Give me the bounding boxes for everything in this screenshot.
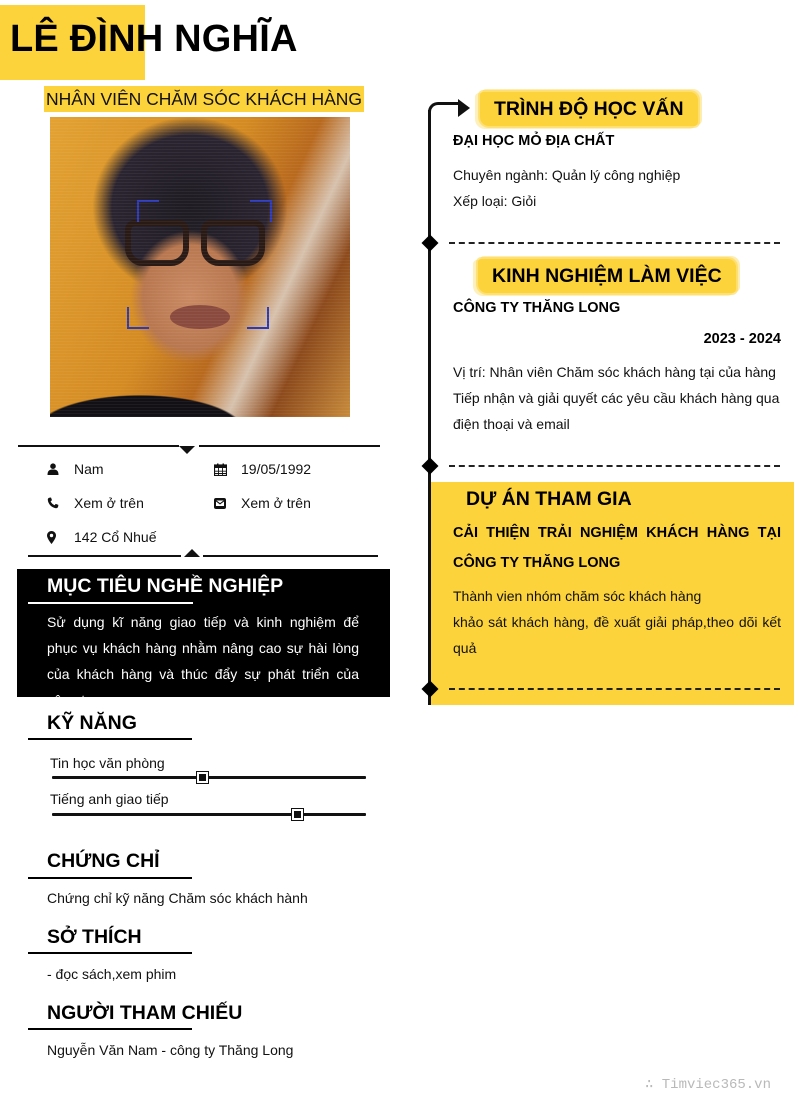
projects-title: DỰ ÁN THAM GIA bbox=[466, 488, 632, 510]
watermark: ∴ Timviec365.vn bbox=[644, 1077, 771, 1093]
gender-value: Nam bbox=[74, 461, 104, 477]
objective-title: MỤC TIÊU NGHỀ NGHIỆP bbox=[47, 575, 284, 597]
experience-period: 2023 - 2024 bbox=[703, 331, 781, 347]
skill-bar-track bbox=[52, 776, 366, 779]
hobbies-body: - đọc sách,xem phim bbox=[47, 966, 177, 982]
phone-icon bbox=[47, 497, 73, 509]
photo-scanlines bbox=[50, 117, 350, 417]
triangle-down-icon bbox=[179, 446, 195, 454]
map-marker-icon bbox=[47, 531, 73, 544]
info-divider-bottom-right bbox=[203, 555, 378, 557]
info-divider-top-right bbox=[199, 445, 380, 447]
education-title: TRÌNH ĐỘ HỌC VẤN bbox=[480, 92, 698, 126]
timeline-top-bend bbox=[428, 102, 462, 116]
calendar-icon bbox=[214, 463, 240, 476]
experience-line: Vị trí: Nhân viên Chăm sóc khách hàng tại của hàng bbox=[453, 364, 776, 380]
hobbies-title: SỞ THÍCH bbox=[47, 926, 142, 948]
address-value: 142 Cổ Nhuế bbox=[74, 529, 157, 545]
references-title: NGƯỜI THAM CHIẾU bbox=[47, 1002, 243, 1024]
info-divider-bottom-left bbox=[28, 555, 181, 557]
objective-underline bbox=[28, 602, 193, 604]
career-objective-section bbox=[17, 569, 390, 708]
certificates-underline bbox=[28, 877, 192, 879]
skill-level-marker[interactable] bbox=[197, 772, 208, 783]
phone-value[interactable]: Xem ở trên bbox=[74, 495, 144, 511]
email-value[interactable]: Xem ở trên bbox=[241, 495, 311, 511]
skill-label: Tin học văn phòng bbox=[50, 755, 165, 771]
section-dashed-divider bbox=[449, 688, 780, 690]
project-description bbox=[453, 583, 781, 661]
contact-birthday bbox=[214, 461, 311, 477]
timeline-line bbox=[428, 110, 431, 705]
contact-email bbox=[214, 495, 311, 511]
timeline-diamond-icon bbox=[422, 235, 439, 252]
education-school: ĐẠI HỌC MỎ ĐỊA CHẤT bbox=[453, 133, 615, 149]
skills-underline bbox=[28, 738, 192, 740]
experience-title: KINH NGHIỆM LÀM VIỆC bbox=[478, 259, 736, 293]
project-line: Thành vien nhóm chăm sóc khách hàng bbox=[453, 588, 702, 604]
experience-company: CÔNG TY THĂNG LONG bbox=[453, 300, 621, 316]
envelope-icon bbox=[214, 498, 240, 509]
skill-level-marker[interactable] bbox=[292, 809, 303, 820]
contact-phone bbox=[47, 495, 144, 511]
project-line: khảo sát khách hàng, đề xuất giải pháp,theo dõi kết quả bbox=[453, 614, 781, 656]
certificates-title: CHỨNG CHỈ bbox=[47, 850, 160, 872]
triangle-up-icon bbox=[184, 549, 200, 557]
references-body: Nguyễn Văn Nam - công ty Thăng Long bbox=[47, 1042, 294, 1058]
birthday-value: 19/05/1992 bbox=[241, 461, 312, 477]
education-major: Chuyên ngành: Quản lý công nghiệp bbox=[453, 167, 681, 183]
objective-body: Sử dụng kĩ năng giao tiếp và kinh nghiệm để phục vụ khách hàng nhằm nâng cao sự hài lòng của khách hàng và thúc đẩy sự phát triển của công ty bbox=[47, 614, 359, 708]
skills-title: KỸ NĂNG bbox=[47, 712, 137, 734]
contact-gender bbox=[47, 461, 104, 477]
experience-line: điện thoại và email bbox=[453, 416, 570, 432]
project-name: CẢI THIỆN TRẢI NGHIỆM KHÁCH HÀNG TẠI CÔNG TY THĂNG LONG bbox=[453, 525, 781, 571]
candidate-name: LÊ ĐÌNH NGHĨA bbox=[10, 18, 298, 60]
profile-photo bbox=[50, 117, 350, 417]
section-dashed-divider bbox=[449, 465, 780, 467]
education-rank: Xếp loại: Giỏi bbox=[453, 193, 537, 209]
references-underline bbox=[28, 1028, 192, 1030]
info-divider-top-left bbox=[18, 445, 179, 447]
section-dashed-divider bbox=[449, 242, 780, 244]
skill-bar-track bbox=[52, 813, 366, 816]
user-icon bbox=[47, 463, 73, 475]
timeline-diamond-icon bbox=[422, 458, 439, 475]
experience-line: Tiếp nhận và giải quyết các yêu cầu khách hàng qua bbox=[453, 390, 780, 406]
contact-address bbox=[47, 529, 157, 545]
hobbies-underline bbox=[28, 952, 192, 954]
skill-label: Tiếng anh giao tiếp bbox=[50, 791, 169, 807]
arrow-right-icon bbox=[458, 99, 470, 117]
certificates-body: Chứng chỉ kỹ năng Chăm sóc khách hành bbox=[47, 890, 308, 906]
job-title: NHÂN VIÊN CHĂM SÓC KHÁCH HÀNG bbox=[44, 86, 364, 112]
